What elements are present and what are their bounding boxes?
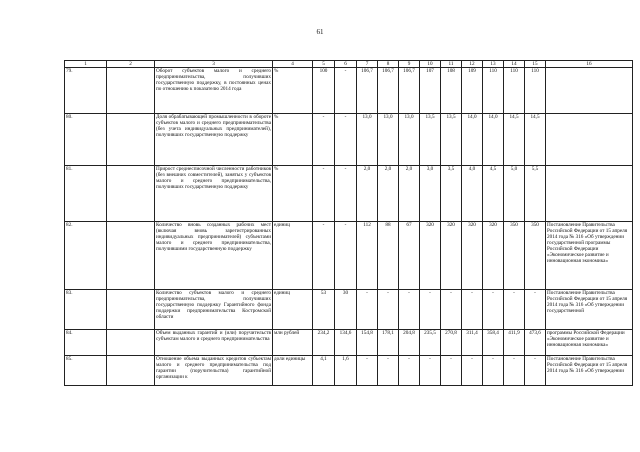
legal-basis-note: Постановление Правительства Российской Федерации от 15 апреля 2014 года № 316 «Об утверждении: [546, 356, 633, 386]
empty-cell: [107, 222, 155, 290]
empty-cell: [107, 114, 155, 166]
indicator-value: 5,5: [525, 166, 546, 222]
indicator-value: 108: [441, 68, 462, 114]
header-cell: 12: [462, 61, 483, 68]
indicator-value: 30: [335, 290, 357, 330]
indicator-value: -: [420, 356, 441, 386]
indicator-value: 14,5: [504, 114, 525, 166]
indicator-description: Отношение объема выданных кредитов субъектам малого и среднего предпринимательства под гарантии (поручительства) гарантийной организации к: [155, 356, 273, 386]
indicator-value: 204,8: [399, 330, 420, 356]
indicator-value: 107: [420, 68, 441, 114]
unit-of-measure: единиц: [273, 290, 313, 330]
indicator-value: 53: [313, 290, 335, 330]
indicator-value: -: [313, 114, 335, 166]
indicator-value: 67: [399, 222, 420, 290]
legal-basis-note: [546, 114, 633, 166]
row-number: 81.: [65, 166, 107, 222]
indicator-value: 178,1: [378, 330, 399, 356]
indicator-value: -: [335, 68, 357, 114]
indicator-value: 1,6: [335, 356, 357, 386]
indicator-value: 13,0: [399, 114, 420, 166]
indicator-value: 2,0: [357, 166, 378, 222]
indicator-value: 14,0: [462, 114, 483, 166]
indicator-value: 4,5: [483, 166, 504, 222]
indicator-value: -: [357, 290, 378, 330]
indicator-value: 270,8: [441, 330, 462, 356]
header-cell: 15: [525, 61, 546, 68]
indicator-value: -: [483, 290, 504, 330]
indicator-value: -: [335, 222, 357, 290]
row-number: 85.: [65, 356, 107, 386]
indicator-description: Количество вновь созданных рабочих мест (включая вновь зарегистрированных индивидуальных предпринимателей) субъектами малого и среднего предпринимательства, получившими государственную поддержку: [155, 222, 273, 290]
header-row: [65, 61, 633, 68]
indicator-value: 106,7: [399, 68, 420, 114]
indicator-value: 2,0: [399, 166, 420, 222]
indicator-value: -: [378, 290, 399, 330]
indicator-value: 13,5: [420, 114, 441, 166]
indicator-value: 14,0: [483, 114, 504, 166]
table-row: [65, 114, 633, 166]
indicator-value: 320: [483, 222, 504, 290]
indicator-value: 4,1: [313, 356, 335, 386]
indicator-value: -: [357, 356, 378, 386]
indicator-value: -: [313, 166, 335, 222]
indicator-value: 234,2: [313, 330, 335, 356]
indicator-value: -: [504, 290, 525, 330]
indicator-value: -: [462, 356, 483, 386]
header-cell: 11: [441, 61, 462, 68]
indicator-description: Количество субъектов малого и среднего предпринимательства, получивших государственную поддержку Гарантийного фонда поддержки предпринимательства Костромской области: [155, 290, 273, 330]
indicator-value: 154,8: [357, 330, 378, 356]
indicator-value: 350: [504, 222, 525, 290]
unit-of-measure: %: [273, 166, 313, 222]
header-cell: 16: [546, 61, 633, 68]
empty-cell: [107, 290, 155, 330]
legal-basis-note: программы Российской Федерации «Экономическое развитие и инновационная экономика»: [546, 330, 633, 356]
indicator-value: -: [525, 356, 546, 386]
header-cell: 3: [155, 61, 273, 68]
indicator-value: 350: [525, 222, 546, 290]
empty-cell: [107, 68, 155, 114]
indicator-value: 14,5: [525, 114, 546, 166]
empty-cell: [107, 166, 155, 222]
legal-basis-note: Постановление Правительства Российской Федерации от 15 апреля 2014 года № 316 «Об утверждении государственной программы Российской Федерации «Экономическое развитие и инновационная экономика»: [546, 222, 633, 290]
legal-basis-note: [546, 68, 633, 114]
indicator-value: -: [483, 356, 504, 386]
header-cell: 6: [335, 61, 357, 68]
indicators-table: [64, 60, 633, 386]
indicator-value: 110: [504, 68, 525, 114]
indicator-value: 13,5: [441, 114, 462, 166]
indicator-value: -: [441, 356, 462, 386]
indicator-value: -: [462, 290, 483, 330]
indicator-value: 112: [357, 222, 378, 290]
unit-of-measure: единиц: [273, 222, 313, 290]
unit-of-measure: %: [273, 114, 313, 166]
legal-basis-note: Постановление Правительства Российской Федерации от 15 апреля 2014 года № 316 «Об утверждении государственной: [546, 290, 633, 330]
indicator-description: Объем выданных гарантий и (или) поручительств субъектам малого и среднего предпринимательства: [155, 330, 273, 356]
header-cell: 9: [399, 61, 420, 68]
header-cell: 2: [107, 61, 155, 68]
indicator-value: 320: [441, 222, 462, 290]
unit-of-measure: доли единицы: [273, 356, 313, 386]
indicator-value: -: [399, 290, 420, 330]
indicator-value: 109: [462, 68, 483, 114]
indicator-value: -: [525, 290, 546, 330]
indicator-value: 13,0: [378, 114, 399, 166]
indicator-value: 473,6: [525, 330, 546, 356]
table-row: [65, 290, 633, 330]
indicator-value: 4,0: [462, 166, 483, 222]
empty-cell: [107, 356, 155, 386]
indicator-value: -: [504, 356, 525, 386]
row-number: 83.: [65, 290, 107, 330]
indicator-description: Оборот субъектов малого и среднего предпринимательства, получивших государственную поддержку, в постоянных ценах по отношению к показателю 2014 года: [155, 68, 273, 114]
indicator-value: 106,7: [357, 68, 378, 114]
empty-cell: [107, 330, 155, 356]
row-number: 80.: [65, 114, 107, 166]
row-number: 79.: [65, 68, 107, 114]
indicator-description: Прирост среднесписочной численности работников (без внешних совместителей), занятых у субъектов малого и среднего предпринимательства, получивших государственную поддержку: [155, 166, 273, 222]
table-row: [65, 166, 633, 222]
table-row: [65, 68, 633, 114]
page-number: 61: [316, 28, 324, 36]
indicator-value: 5,0: [504, 166, 525, 222]
header-cell: 7: [357, 61, 378, 68]
indicator-value: 88: [378, 222, 399, 290]
row-number: 82.: [65, 222, 107, 290]
header-cell: 14: [504, 61, 525, 68]
indicator-value: -: [335, 114, 357, 166]
indicator-value: 100: [313, 68, 335, 114]
indicator-value: -: [378, 356, 399, 386]
table-row: [65, 330, 633, 356]
unit-of-measure: млн рублей: [273, 330, 313, 356]
header-cell: 5: [313, 61, 335, 68]
indicator-value: 235,5: [420, 330, 441, 356]
indicator-value: 411,9: [504, 330, 525, 356]
indicator-value: 2,0: [378, 166, 399, 222]
header-cell: 13: [483, 61, 504, 68]
indicator-value: 106,7: [378, 68, 399, 114]
indicator-description: Доля обрабатывающей промышленности в обороте субъектов малого и среднего предпринимательства (без учета индивидуальных предпринимателей), получивших государственную поддержку: [155, 114, 273, 166]
indicator-value: 3,5: [441, 166, 462, 222]
indicator-value: 110: [483, 68, 504, 114]
header-cell: 10: [420, 61, 441, 68]
table-row: [65, 222, 633, 290]
indicator-value: 320: [420, 222, 441, 290]
indicator-value: 311,4: [462, 330, 483, 356]
indicator-value: -: [420, 290, 441, 330]
indicator-value: 13,0: [357, 114, 378, 166]
header-cell: 1: [65, 61, 107, 68]
legal-basis-note: [546, 166, 633, 222]
indicator-value: 110: [525, 68, 546, 114]
table-row: [65, 356, 633, 386]
header-cell: 8: [378, 61, 399, 68]
indicator-value: -: [399, 356, 420, 386]
indicator-value: 358,4: [483, 330, 504, 356]
header-cell: 4: [273, 61, 313, 68]
indicator-value: 134,6: [335, 330, 357, 356]
indicator-value: 3,0: [420, 166, 441, 222]
indicator-value: -: [313, 222, 335, 290]
indicator-value: 320: [462, 222, 483, 290]
row-number: 84.: [65, 330, 107, 356]
indicator-value: -: [441, 290, 462, 330]
unit-of-measure: %: [273, 68, 313, 114]
indicator-value: -: [335, 166, 357, 222]
